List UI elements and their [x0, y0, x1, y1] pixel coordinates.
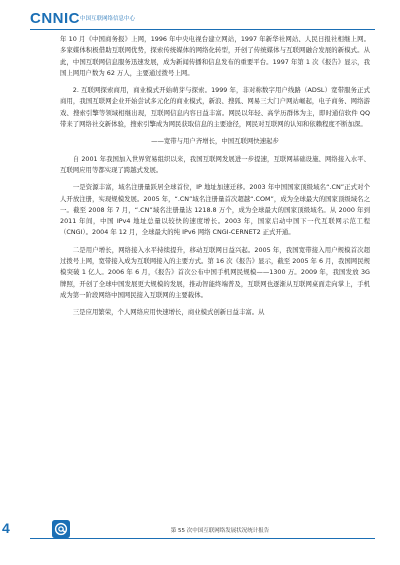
paragraph: 2. 互联网探索商用，商业模式开始萌芽与探索。1999 年，非对称数字用户线路（ADSL）宽带服务正式商用，我国互联网企业开始尝试多元化的商业模式，新浪、搜狐、网易三大门户网站崛起，电子商务、网络游戏、搜索引擎等领域相继出现，互联网信息内容日益丰富。网民以年轻、高学历群体为主，即时通信软件 QQ 带来了网络社交新体验，搜索引擎成为网民获取信息的主要途径，网民对互联网的认知和依赖程度不断加深。	[60, 86, 370, 129]
page-header	[30, 7, 375, 30]
at-sign-icon	[52, 520, 70, 538]
paragraph: 年 10 月《中国商务报》上网，1996 年中央电视台建立网站，1997 年新华社网站、人民日报社相继上网。多家媒体积极借助互联网优势，探索传统媒体的网络化转型，开创了传统媒体与互联网融合发展的新模式。从此，中国互联网信息服务迅速发展，成为新闻传播和信息发布的重要平台。1997 年第 1 次《报告》显示，我国上网用户数为 62 万人，主要通过拨号上网。	[60, 35, 370, 77]
paragraph: 三是应用繁荣，个人网络应用快速增长，商业模式创新日益丰富。从	[72, 308, 265, 317]
page-number: 4	[2, 520, 10, 536]
org-name: 中国互联网络信息中心	[80, 16, 136, 22]
footer-divider	[30, 538, 375, 539]
section-title: ——宽带与用户齐增长，中国互联网快速起步	[151, 137, 279, 146]
paragraph: 一是资源丰富，域名注册量跃居全球首位，IP 地址加速迁移。2003 年中国国家顶级域名“.CN”正式对个人开放注册，实现规模发展。2005 年，“.CN”域名注册量首次超越“.COM”，成为全球最大的国家顶级域名之一。截至 2008 年 7 月，“.CN”域名注册量达 1218.8 万个，成为全球最大的国家顶级域名。从 2000 年到 2011 年间，中国 IPv4 地址总量以较快的速度增长。2003 年，国家启动中国下一代互联网示范工程（CNGI）。2004 年 12 月，全球最大的纯 IPv6 网络 CNGI-CERNET2 正式开通。	[60, 183, 370, 237]
cnnic-logo: CNNIC	[30, 10, 80, 27]
footer-caption: 第 55 次中国互联网络发展状况统计报告	[170, 528, 270, 534]
paragraph: 自 2001 年我国加入世界贸易组织以来，我国互联网发展进一步提速，互联网基础设施、网络接入水平、互联网应用等都实现了跨越式发展。	[60, 154, 370, 174]
document-body	[60, 34, 370, 325]
paragraph: 二是用户增长，网络接入水平持续提升，移动互联网日益兴起。2005 年，我国宽带接入用户规模首次超过拨号上网，宽带接入成为互联网接入的主要方式。第 16 次《报告》显示，截至 2005 年 6 月，我国网民规模突破 1 亿人。2006 年 6 月，《报告》首次公布中国手机网民规模——1300 万。2009 年，我国发放 3G 牌照，开创了全球中国发展更大规模的发展，推动智能终端普及，互联网也逐渐从互联网桌面走向掌上，手机成为第一阶段网络中国网民接入互联网的主要载体。	[60, 245, 370, 299]
